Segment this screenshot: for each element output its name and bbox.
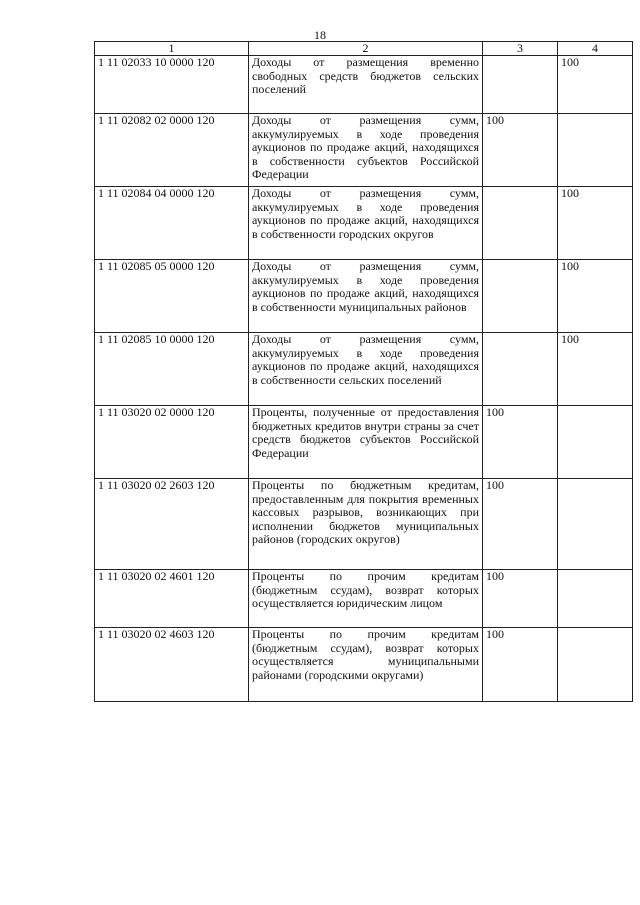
column-header-1: 1 xyxy=(95,42,249,56)
row-value-col3: 100 xyxy=(483,628,558,702)
row-name: Доходы от размещения сумм, аккумулируемых в ходе проведения аукционов по продаже акций, находящихся в собственности субъектов Российской Федерации xyxy=(249,114,483,187)
row-name: Доходы от размещения сумм, аккумулируемых в ходе проведения аукционов по продаже акций, находящихся в собственности муниципальных районов xyxy=(249,260,483,333)
table-row xyxy=(95,406,633,479)
row-code: 1 11 03020 02 4603 120 xyxy=(95,628,249,702)
row-code: 1 11 02085 05 0000 120 xyxy=(95,260,249,333)
table-row xyxy=(95,479,633,570)
table-row xyxy=(95,628,633,702)
row-name: Доходы от размещения временно свободных средств бюджетов сельских поселений xyxy=(249,56,483,114)
row-name: Проценты по прочим кредитам (бюджетным ссудам), возврат которых осуществляется муниципальными районами (городскими округами) xyxy=(249,628,483,702)
row-value-col4 xyxy=(558,570,633,628)
table-header-row xyxy=(95,42,633,56)
row-value-col3: 100 xyxy=(483,114,558,187)
row-code: 1 11 03020 02 2603 120 xyxy=(95,479,249,570)
page-number: 18 xyxy=(314,28,326,42)
row-value-col4: 100 xyxy=(558,260,633,333)
row-value-col4: 100 xyxy=(558,56,633,114)
row-value-col3 xyxy=(483,56,558,114)
table-row xyxy=(95,114,633,187)
row-value-col4: 100 xyxy=(558,333,633,406)
row-value-col4 xyxy=(558,114,633,187)
row-code: 1 11 02033 10 0000 120 xyxy=(95,56,249,114)
row-value-col4: 100 xyxy=(558,187,633,260)
column-header-2: 2 xyxy=(249,42,483,56)
table-row xyxy=(95,570,633,628)
column-header-4: 4 xyxy=(558,42,633,56)
table-row xyxy=(95,333,633,406)
row-name: Проценты по прочим кредитам (бюджетным ссудам), возврат которых осуществляется юридическим лицом xyxy=(249,570,483,628)
table-row xyxy=(95,260,633,333)
row-value-col3: 100 xyxy=(483,570,558,628)
row-value-col3 xyxy=(483,260,558,333)
row-value-col4 xyxy=(558,406,633,479)
budget-table xyxy=(94,41,633,702)
row-name: Доходы от размещения сумм, аккумулируемых в ходе проведения аукционов по продаже акций, находящихся в собственности сельских поселений xyxy=(249,333,483,406)
row-code: 1 11 02084 04 0000 120 xyxy=(95,187,249,260)
table-row xyxy=(95,56,633,114)
row-value-col3 xyxy=(483,333,558,406)
row-value-col3: 100 xyxy=(483,406,558,479)
row-value-col4 xyxy=(558,628,633,702)
row-code: 1 11 03020 02 4601 120 xyxy=(95,570,249,628)
column-header-3: 3 xyxy=(483,42,558,56)
row-name: Проценты по бюджетным кредитам, предоставленным для покрытия временных кассовых разрывов, возникающих при исполнении бюджетов муниципальных районов (городских округов) xyxy=(249,479,483,570)
row-name: Доходы от размещения сумм, аккумулируемых в ходе проведения аукционов по продаже акций, находящихся в собственности городских округов xyxy=(249,187,483,260)
row-code: 1 11 02085 10 0000 120 xyxy=(95,333,249,406)
table-row xyxy=(95,187,633,260)
row-value-col3 xyxy=(483,187,558,260)
row-value-col4 xyxy=(558,479,633,570)
row-code: 1 11 03020 02 0000 120 xyxy=(95,406,249,479)
row-code: 1 11 02082 02 0000 120 xyxy=(95,114,249,187)
row-name: Проценты, полученные от предоставления бюджетных кредитов внутри страны за счет средств бюджетов субъектов Российской Федерации xyxy=(249,406,483,479)
row-value-col3: 100 xyxy=(483,479,558,570)
